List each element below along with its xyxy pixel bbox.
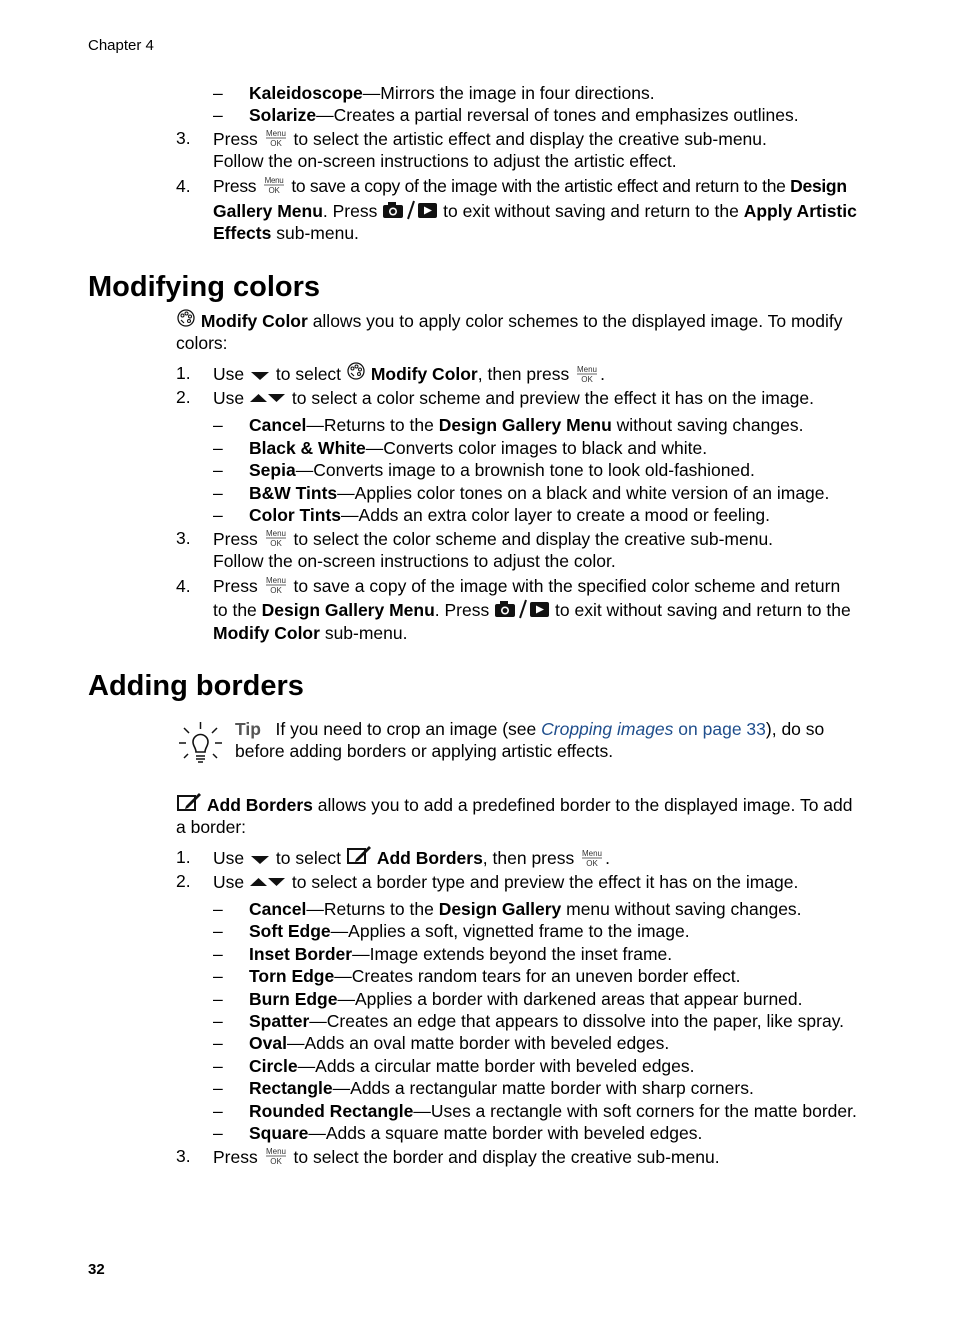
svg-text:OK: OK	[268, 186, 280, 196]
step-text-part: sub-menu.	[324, 623, 408, 643]
step-text-part: Use	[213, 848, 245, 869]
bold-term: Design	[790, 176, 847, 196]
option-desc: —Applies color tones on a black and white version of an image.	[337, 482, 830, 503]
option-term: Rectangle	[249, 1078, 333, 1099]
option-term: Solarize	[249, 105, 317, 125]
tip-label: Tip	[235, 719, 261, 739]
step-text	[213, 1146, 720, 1168]
list-item	[249, 482, 829, 504]
bold-term: Design Gallery	[438, 899, 562, 919]
step-text	[213, 222, 359, 244]
list-item	[249, 1055, 695, 1077]
step-text-part: .	[600, 364, 605, 385]
list-item	[249, 943, 672, 965]
bullet-dash: –	[213, 505, 223, 525]
bold-term: Design Gallery Menu	[261, 600, 435, 621]
option-term: Black & White	[249, 437, 366, 458]
svg-text:OK: OK	[269, 1157, 282, 1167]
step-text	[213, 622, 408, 644]
option-term: Kaleidoscope	[249, 83, 363, 103]
list-item	[249, 414, 803, 436]
step-text-part: to select the artistic effect and display the creative sub-menu.	[293, 129, 767, 149]
step-text-part: to save a copy of the image with the specified color scheme and return	[293, 576, 841, 596]
list-item	[249, 988, 803, 1010]
step-number: 4.	[176, 576, 191, 596]
option-desc: —Converts color images to black and white.	[365, 437, 708, 458]
bullet-dash: –	[213, 1123, 223, 1143]
step-text-part: Press	[213, 129, 258, 149]
lightbulb-tip-icon	[178, 720, 222, 775]
svg-text:OK: OK	[581, 374, 593, 384]
step-text-part: to select a color scheme and preview the effect it has on the image.	[291, 388, 814, 408]
option-desc: —Adds a circular matte border with beveled edges.	[297, 1055, 695, 1076]
bold-term: Add Borders	[206, 795, 313, 816]
svg-text:Menu: Menu	[264, 176, 284, 186]
tip-text: before adding borders or applying artistic effects.	[235, 741, 614, 761]
svg-text:Menu: Menu	[265, 529, 286, 539]
list-item	[249, 898, 802, 920]
menu-ok-icon	[263, 1146, 289, 1166]
option-desc: —Adds an extra color layer to create a mood or feeling.	[341, 505, 771, 525]
step-number: 1.	[176, 363, 191, 383]
list-item	[249, 1122, 702, 1144]
up-down-arrows-icon	[249, 388, 287, 410]
bullet-dash: –	[213, 899, 223, 919]
step-text-part: Press	[213, 176, 257, 196]
option-desc: —Uses a rectangle with soft corners for the matte border.	[413, 1100, 857, 1121]
step-text-part: to select a border type and preview the effect it has on the image.	[291, 872, 799, 892]
bold-term: Effects	[213, 223, 272, 243]
section-heading-modifying-colors: Modifying colors	[88, 271, 320, 303]
svg-text:Menu: Menu	[577, 364, 598, 374]
step-text	[213, 387, 814, 410]
option-desc: —Creates an edge that appears to dissolve into the paper, like spray.	[309, 1011, 845, 1031]
list-item	[249, 1032, 669, 1054]
add-borders-icon	[346, 845, 372, 870]
step-text	[213, 847, 610, 872]
camera-playback-icon	[382, 200, 438, 225]
option-term: Color Tints	[249, 505, 342, 525]
svg-text:Menu: Menu	[265, 129, 286, 139]
step-text-part: Press	[213, 1147, 258, 1167]
down-arrow-icon	[249, 365, 271, 387]
svg-text:OK: OK	[269, 586, 282, 596]
bullet-dash: –	[213, 482, 223, 503]
step-text-part: sub-menu.	[276, 223, 359, 243]
menu-ok-icon	[261, 175, 287, 195]
option-desc: —Returns to the	[306, 415, 439, 435]
bullet-dash: –	[213, 1055, 223, 1076]
list-item	[249, 104, 799, 126]
menu-ok-icon	[263, 128, 289, 148]
option-term: Spatter	[249, 1011, 310, 1031]
step-text-part: to exit without saving and return to the	[555, 600, 851, 621]
option-term: Soft Edge	[249, 921, 331, 942]
bullet-dash: –	[213, 1011, 223, 1031]
step-text-part: , then press	[482, 848, 575, 869]
option-term: Square	[249, 1123, 309, 1143]
option-desc: —Converts image to a brownish tone to look old-fashioned.	[295, 460, 755, 480]
list-item	[249, 1077, 754, 1099]
step-number: 1.	[176, 847, 191, 867]
section-heading-adding-borders: Adding borders	[88, 670, 304, 702]
svg-text:OK: OK	[586, 858, 598, 868]
step-text-part: to exit without saving and return to the	[443, 201, 739, 222]
bullet-dash: –	[213, 943, 223, 964]
list-item	[249, 965, 741, 987]
step-number: 3.	[176, 1146, 191, 1166]
bold-term: Modify Color	[200, 311, 308, 332]
list-item	[249, 82, 655, 104]
bold-term: Design Gallery Menu	[438, 415, 612, 435]
step-text	[213, 175, 847, 197]
intro-text-part: allows you to apply color schemes to the displayed image. To modify	[312, 311, 843, 332]
intro-text: a border:	[176, 817, 247, 837]
bullet-dash: –	[213, 105, 223, 125]
bullet-dash: –	[213, 415, 223, 435]
option-desc: —Creates a partial reversal of tones and emphasizes outlines.	[316, 105, 799, 125]
bold-term: Add Borders	[376, 848, 483, 869]
option-term: Inset Border	[249, 943, 353, 964]
option-desc: —Mirrors the image in four directions.	[362, 83, 655, 103]
menu-ok-icon	[263, 528, 289, 548]
step-text	[213, 599, 851, 624]
link-italic[interactable]: Cropping images	[541, 719, 674, 739]
svg-text:OK: OK	[269, 139, 282, 149]
step-number: 4.	[176, 176, 191, 196]
intro-text	[176, 310, 843, 335]
svg-text:Menu: Menu	[265, 1147, 286, 1157]
step-text-part: Use	[213, 364, 245, 385]
step-text-part: to select	[275, 848, 342, 869]
step-text-part: . Press	[434, 600, 490, 621]
option-desc: —Applies a soft, vignetted frame to the image.	[330, 921, 690, 942]
option-term: Oval	[249, 1033, 287, 1054]
option-desc: menu without saving changes.	[561, 899, 802, 919]
step-text	[213, 871, 798, 894]
option-desc: —Adds a square matte border with beveled edges.	[308, 1123, 703, 1143]
bullet-dash: –	[213, 988, 223, 1009]
step-number: 3.	[176, 128, 191, 148]
option-term: Sepia	[249, 460, 296, 480]
step-text-part: Press	[213, 529, 258, 549]
option-term: Burn Edge	[249, 988, 338, 1009]
menu-ok-icon	[574, 364, 600, 384]
down-arrow-icon	[249, 849, 271, 871]
step-text-part: to select	[275, 364, 342, 385]
step-text-part: Use	[213, 388, 245, 408]
step-text	[213, 575, 840, 597]
step-text	[213, 128, 767, 150]
bold-term: Modify Color	[213, 623, 320, 643]
step-text-part: .	[605, 848, 610, 869]
option-term: Circle	[249, 1055, 298, 1076]
option-term: Rounded Rectangle	[249, 1100, 414, 1121]
bullet-dash: –	[213, 437, 223, 458]
step-text-part: . Press	[322, 201, 378, 222]
option-term: B&W Tints	[249, 482, 338, 503]
step-number: 2.	[176, 871, 191, 891]
cropping-images-link[interactable]	[541, 719, 766, 739]
list-item	[249, 1010, 844, 1032]
chapter-header: Chapter 4	[88, 37, 154, 54]
modify-color-icon	[346, 361, 366, 386]
intro-text-part: allows you to add a predefined border to the displayed image. To add	[317, 795, 853, 816]
bullet-dash: –	[213, 83, 223, 103]
up-down-arrows-icon	[249, 872, 287, 894]
step-text-part: to save a copy of the image with the artistic effect and return to the	[291, 176, 786, 196]
bullet-dash: –	[213, 460, 223, 480]
intro-text: colors:	[176, 333, 228, 353]
step-followup: Follow the on-screen instructions to adjust the color.	[213, 551, 616, 571]
list-item	[249, 437, 707, 459]
menu-ok-icon	[579, 848, 605, 868]
option-desc: —Creates random tears for an uneven border effect.	[334, 966, 741, 987]
option-desc: —Adds a rectangular matte border with sharp corners.	[332, 1078, 754, 1099]
list-item	[249, 504, 770, 526]
bullet-dash: –	[213, 1100, 223, 1121]
camera-playback-icon	[494, 599, 550, 624]
list-item	[249, 920, 690, 942]
svg-text:Menu: Menu	[265, 576, 286, 586]
link-page-ref[interactable]: on page 33	[678, 719, 766, 739]
tip-text	[235, 718, 824, 740]
add-borders-icon	[176, 792, 202, 817]
menu-ok-icon	[263, 575, 289, 595]
page-number: 32	[88, 1261, 105, 1278]
list-item	[249, 1100, 857, 1122]
step-text	[213, 528, 773, 550]
step-text	[213, 363, 605, 388]
option-term: Torn Edge	[249, 966, 335, 987]
step-text-part: Use	[213, 872, 245, 892]
bullet-dash: –	[213, 966, 223, 987]
option-term: Cancel	[249, 899, 307, 919]
option-term: Cancel	[249, 415, 307, 435]
intro-text	[176, 794, 853, 819]
tip-text-part: If you need to crop an image (see	[275, 719, 537, 739]
step-followup: Follow the on-screen instructions to adjust the artistic effect.	[213, 151, 677, 171]
svg-text:OK: OK	[269, 539, 282, 549]
option-desc: —Applies a border with darkened areas that appear burned.	[337, 988, 803, 1009]
step-text-part: to the	[213, 600, 257, 621]
modify-color-icon	[176, 308, 196, 333]
bold-term: Modify Color	[370, 364, 478, 385]
bold-term: Gallery Menu	[213, 201, 323, 222]
bullet-dash: –	[213, 1078, 223, 1099]
step-text-part: to select the color scheme and display the creative sub-menu.	[293, 529, 774, 549]
bullet-dash: –	[213, 1033, 223, 1054]
tip-text-part: ), do so	[765, 719, 825, 739]
list-item	[249, 459, 755, 481]
step-number: 3.	[176, 528, 191, 548]
step-text-part: to select the border and display the creative sub-menu.	[293, 1147, 720, 1167]
bullet-dash: –	[213, 921, 223, 942]
step-text-part: , then press	[477, 364, 570, 385]
option-desc: —Image extends beyond the inset frame.	[352, 943, 673, 964]
svg-text:Menu: Menu	[582, 848, 603, 858]
option-desc: —Returns to the	[306, 899, 439, 919]
step-text-part: Press	[213, 576, 258, 596]
option-desc: without saving changes.	[611, 415, 804, 435]
step-number: 2.	[176, 387, 191, 407]
bold-term: Apply Artistic	[743, 201, 857, 222]
option-desc: —Adds an oval matte border with beveled edges.	[286, 1033, 670, 1054]
